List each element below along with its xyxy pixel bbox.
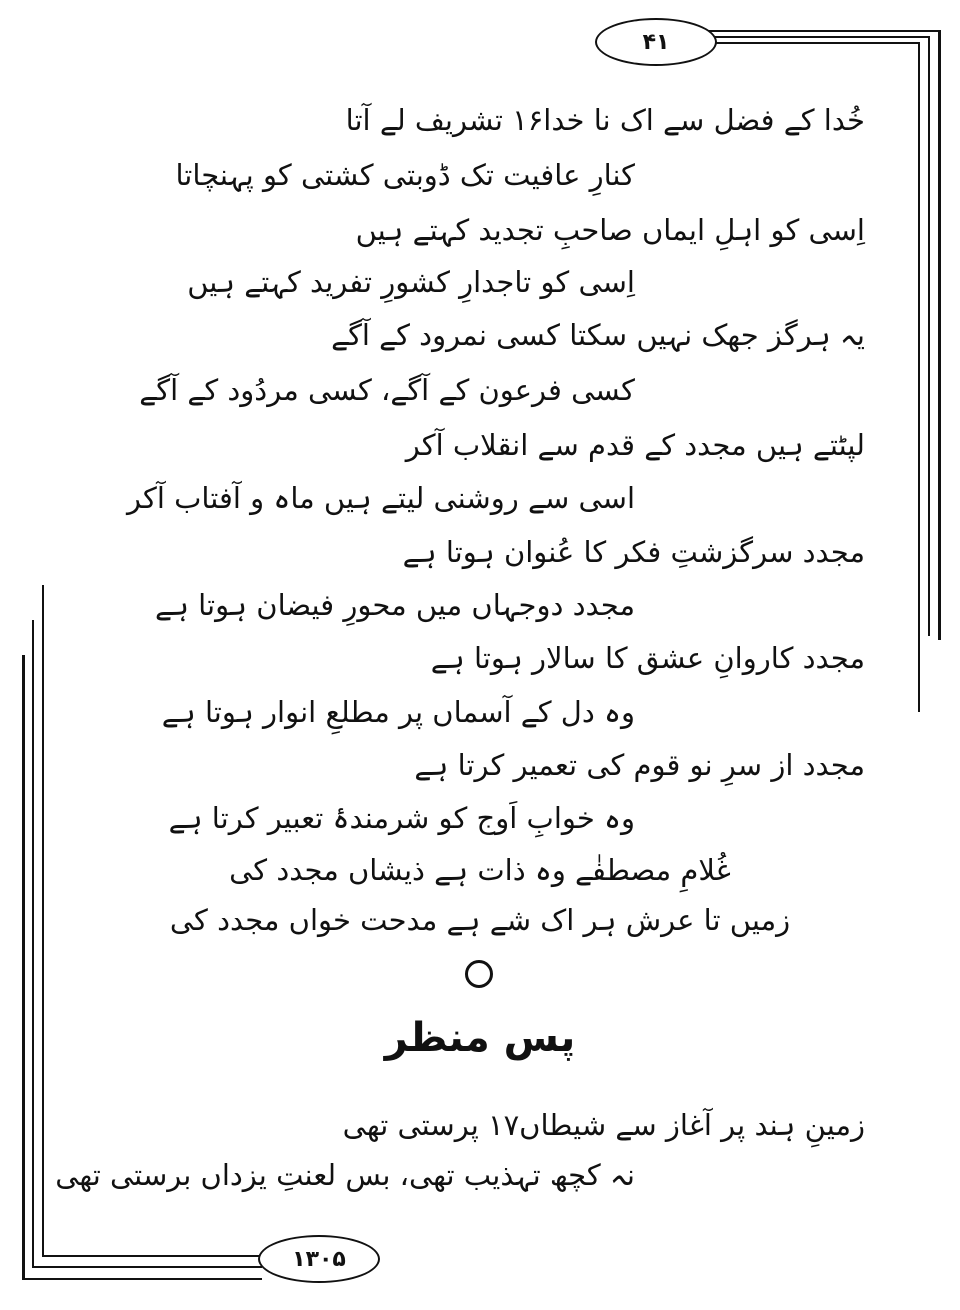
poem-line: لپٹتے ہیں مجدد کے قدم سے انقلاب آکر [405, 428, 865, 462]
frame-left-line [22, 655, 25, 1280]
frame-right-line [928, 36, 930, 636]
section-title: پس منظر [384, 1015, 576, 1061]
poem-line: مجدد از سرِ نو قوم کی تعمیر کرتا ہے [414, 748, 865, 782]
poem-line: اِسی کو اہلِ ایماں صاحبِ تجدید کہتے ہیں [355, 213, 865, 247]
section-line: نہ کچھ تہذیب تھی، بس لعنتِ یزداں برستی تھی [55, 1158, 635, 1192]
poem-line: زمیں تا عرش ہر اک شے ہے مدحت خواں مجدد کی [169, 903, 791, 937]
poem-line: مجدد دوجہاں میں محورِ فیضان ہوتا ہے [154, 588, 635, 622]
page-number-top-text: ۴۱ [642, 29, 670, 55]
poem-line: اِسی کو تاجدارِ کشورِ تفرید کہتے ہیں [187, 265, 635, 299]
poem-line: مجدد سرگزشتِ فکر کا عُنوان ہوتا ہے [402, 535, 865, 569]
poem-line: کسی فرعون کے آگے، کسی مردُود کے آگے [139, 373, 635, 407]
section-line: زمینِ ہند پر آغاز سے شیطاں۱۷ پرستی تھی [342, 1108, 865, 1142]
frame-bottom-line [32, 1266, 262, 1268]
poem-line: اسی سے روشنی لیتے ہیں ماہ و آفتاب آکر [127, 481, 635, 515]
frame-bottom-line [22, 1278, 262, 1280]
frame-top-line [700, 30, 940, 32]
poem-line: غُلامِ مصطفٰے وہ ذات ہے ذیشاں مجدد کی [229, 853, 731, 887]
section-divider-circle [465, 960, 493, 988]
frame-left-line [32, 620, 34, 1268]
poem-line: خُدا کے فضل سے اک نا خدا۱۶ تشریف لے آتا [345, 103, 865, 137]
poem-line: وہ خوابِ اَوج کو شرمندۂ تعبیر کرتا ہے [168, 801, 635, 835]
frame-right-line [918, 42, 920, 712]
frame-top-line [700, 42, 920, 44]
frame-right-line [938, 30, 941, 640]
page-number-top [595, 18, 717, 66]
poem-line: وہ دل کے آسماں پر مطلعِ انوار ہوتا ہے [161, 695, 635, 729]
frame-bottom-line [42, 1255, 262, 1257]
frame-top-line [700, 36, 930, 38]
poem-line: مجدد کاروانِ عشق کا سالار ہوتا ہے [430, 641, 865, 675]
poem-line: یہ ہرگز جھک نہیں سکتا کسی نمرود کے آگے [331, 318, 865, 352]
poem-line: کنارِ عافیت تک ڈوبتی کشتی کو پہنچاتا [175, 158, 635, 192]
page-number-bottom-text: ۱۳۰۵ [292, 1246, 346, 1272]
page-number-bottom [258, 1235, 380, 1283]
